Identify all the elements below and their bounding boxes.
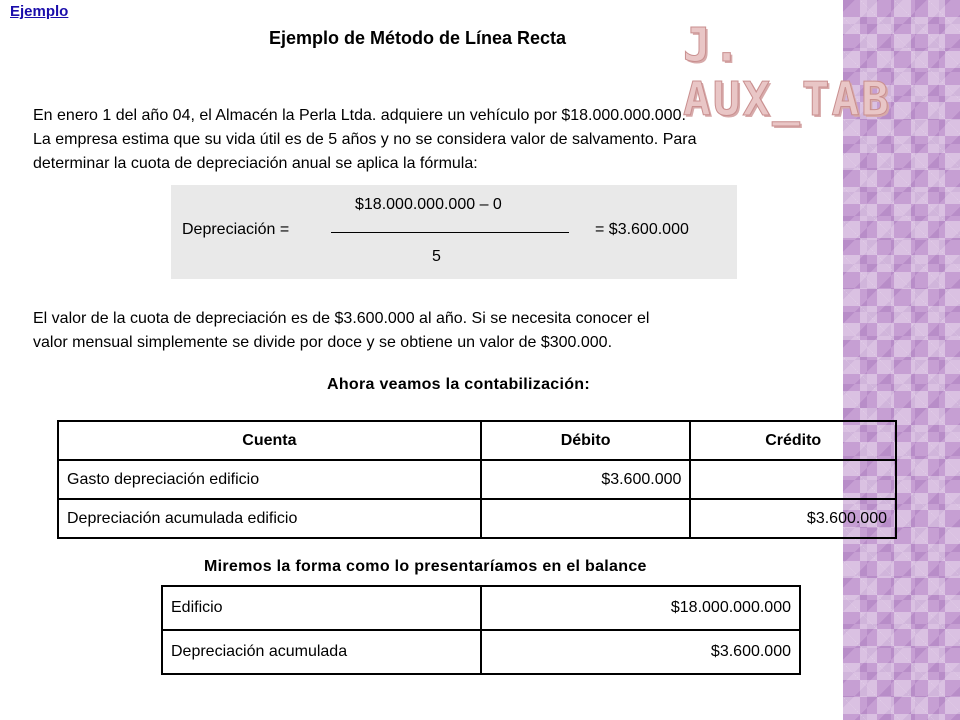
journal-entry-table [57,420,897,539]
table-row [58,460,896,499]
intro-line: La empresa estima que su vida útil es de 5 años y no se considera valor de salvamento. Para [33,131,697,148]
table-row [58,499,896,538]
intro-paragraph [33,104,923,176]
fraction-bar [331,232,569,233]
formula-denominator: 5 [432,248,441,265]
page-title: Ejemplo de Método de Línea Recta [269,28,567,48]
explanation-line: El valor de la cuota de depreciación es de $3.600.000 al año. Si se necesita conocer el [33,310,650,327]
account-cell: Gasto depreciación edificio [58,460,481,499]
account-cell: Depreciación acumulada edificio [58,499,481,538]
formula-result: = $3.600.000 [595,221,689,238]
balance-heading: Miremos la forma como lo presentaríamos en el balance [204,558,647,575]
intro-line: determinar la cuota de depreciación anual se aplica la fórmula: [33,155,478,172]
balance-amount-cell: $18.000.000.000 [481,586,800,630]
table-row [162,586,800,630]
credit-cell: $3.600.000 [690,499,896,538]
column-header-cuenta: Cuenta [58,421,481,460]
table-header-row [58,421,896,460]
debit-cell: $3.600.000 [481,460,691,499]
balance-item-cell: Edificio [162,586,481,630]
formula-numerator: $18.000.000.000 – 0 [355,196,502,213]
journal-heading: Ahora veamos la contabilización: [327,376,590,393]
balance-amount-cell: $3.600.000 [481,630,800,674]
balance-sheet-table [161,585,801,675]
column-header-credito: Crédito [690,421,896,460]
intro-line: En enero 1 del año 04, el Almacén la Perla Ltda. adquiere un vehículo por $18.000.000.000. [33,107,686,124]
credit-cell [690,460,896,499]
example-link[interactable]: Ejemplo [10,3,69,20]
column-header-debito: Débito [481,421,691,460]
formula-label: Depreciación = [182,221,290,238]
depreciation-formula [171,185,737,279]
table-row [162,630,800,674]
explanation-paragraph [33,307,923,355]
balance-item-cell: Depreciación acumulada [162,630,481,674]
debit-cell [481,499,691,538]
explanation-line: valor mensual simplemente se divide por doce y se obtiene un valor de $300.000. [33,334,613,351]
watermark-logo: J. AUX_TAB [683,18,891,126]
